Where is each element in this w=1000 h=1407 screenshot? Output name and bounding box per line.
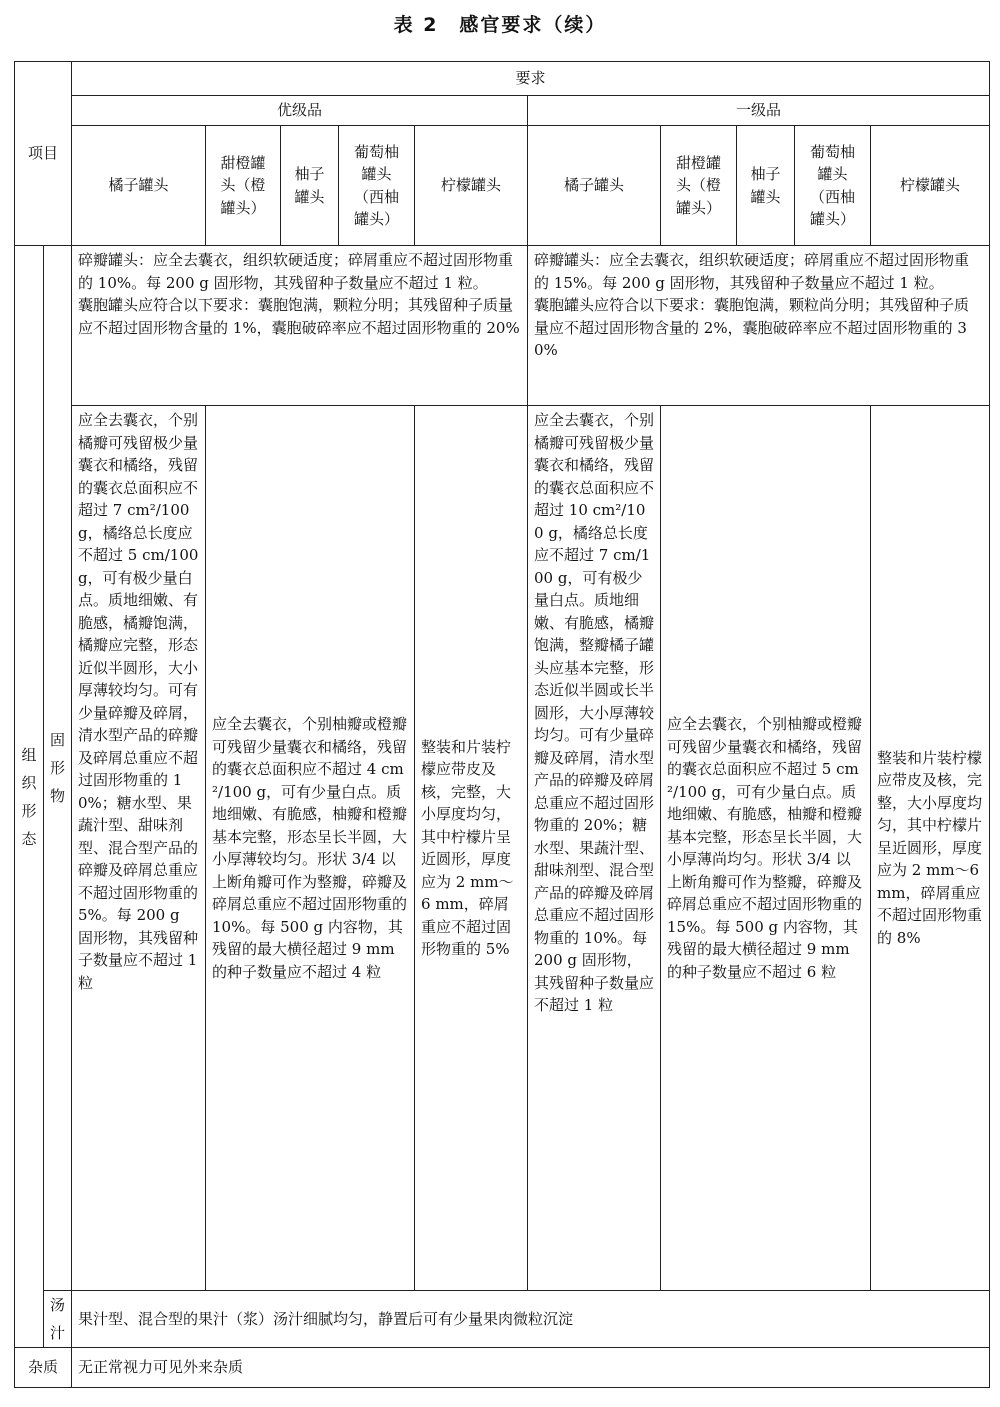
first-citrus-solid: 应全去囊衣，个别柚瓣或橙瓣可残留少量囊衣和橘络，残留的囊衣总面积应不超过 5 cm²/100 g，可有少量白点。质地细嫩、有脆感，柚瓣和橙瓣基本完整，形态呈长半圆，大小厚薄尚均匀。形状 3/4 以上断角瓣可作为整瓣，碎瓣及碎屑总重应不超过固形物重的 15%。每 500 g 内容物，其残留的最大横径超过 9 mm 的种子数量应不超过 6 粒 xyxy=(661,406,871,1291)
row-label-solid: 固 形 物 xyxy=(44,246,72,1291)
row-label-tissue: 组 织 形 态 xyxy=(15,246,44,1348)
excellent-citrus-solid: 应全去囊衣，个别柚瓣或橙瓣可残留少量囊衣和橘络，残留的囊衣总面积应不超过 4 cm²/100 g，可有少量白点。质地细嫩、有脆感，柚瓣和橙瓣基本完整，形态呈长半圆，大小厚薄较均匀。形状 3/4 以上断角瓣可作为整瓣，碎瓣及碎屑总重应不超过固形物重的 10%。每 500 g 内容物，其残留的最大横径超过 9 mm 的种子数量应不超过 4 粒 xyxy=(206,406,415,1291)
header-grade-excellent: 优级品 xyxy=(72,96,528,126)
header-product-lemon: 柠檬罐头 xyxy=(415,126,528,246)
first-orange-solid: 应全去囊衣，个别橘瓣可残留极少量囊衣和橘络，残留的囊衣总面积应不超过 10 cm²/100 g，橘络总长度应不超过 7 cm/100 g，可有极少量白点。质地细嫩、有脆感，橘瓣饱满，整瓣橘子罐头应基本完整，形态近似半圆或长半圆形，大小厚薄较均匀。可有少量碎瓣及碎屑，清水型产品的碎瓣及碎屑总重应不超过固形物重的 20%；糖水型、果蔬汁型、甜味剂型、混合型产品的碎瓣及碎屑总重应不超过固形物重的 10%。每 200 g 固形物，其残留种子数量应不超过 1 粒 xyxy=(528,406,661,1291)
header-product-lemon-first: 柠檬罐头 xyxy=(871,126,990,246)
header-requirement: 要求 xyxy=(72,62,990,96)
excellent-orange-solid: 应全去囊衣，个别橘瓣可残留极少量囊衣和橘络，残留的囊衣总面积应不超过 7 cm²/100 g，橘络总长度应不超过 5 cm/100 g，可有极少量白点。质地细嫩、有脆感，橘瓣饱满，橘瓣应完整，形态近似半圆形，大小厚薄较均匀。可有少量碎瓣及碎屑，清水型产品的碎瓣及碎屑总重应不超过固形物重的 10%；糖水型、果蔬汁型、甜味剂型、混合型产品的碎瓣及碎屑总重应不超过固形物重的 5%。每 200 g 固形物，其残留种子数量应不超过 1 粒 xyxy=(72,406,206,1291)
header-product-orange-first: 橘子罐头 xyxy=(528,126,661,246)
first-lemon-solid: 整装和片装柠檬应带皮及核，完整，大小厚度均匀，其中柠檬片呈近圆形，厚度应为 2 mm～6 mm，碎屑重应不超过固形物重的 8% xyxy=(871,406,990,1291)
header-product-grapefruit-first: 葡萄柚 罐头 （西柚 罐头） xyxy=(795,126,871,246)
header-product-grapefruit: 葡萄柚 罐头 （西柚 罐头） xyxy=(339,126,415,246)
table-title: 表 2 感官要求（续） xyxy=(393,14,607,36)
header-grade-first: 一级品 xyxy=(528,96,990,126)
header-item: 项目 xyxy=(15,62,72,246)
header-product-sweet-orange: 甜橙罐 头（橙 罐头） xyxy=(206,126,281,246)
header-product-sweet-orange-first: 甜橙罐 头（橙 罐头） xyxy=(661,126,737,246)
first-general-requirement: 碎瓣罐头：应全去囊衣，组织软硬适度；碎屑重应不超过固形物重的 15%。每 200 g 固形物，其残留种子数量应不超过 1 粒。 囊胞罐头应符合以下要求：囊胞饱满，颗粒尚分明；其残留种子质量应不超过固形物含量的 2%，囊胞破碎率应不超过固形物重的 30% xyxy=(528,246,990,406)
row-label-juice: 汤 汁 xyxy=(44,1291,72,1348)
header-product-orange: 橘子罐头 xyxy=(72,126,206,246)
row-label-impurity: 杂质 xyxy=(15,1348,72,1388)
excellent-general-requirement: 碎瓣罐头：应全去囊衣，组织软硬适度；碎屑重应不超过固形物重的 10%。每 200 g 固形物，其残留种子数量应不超过 1 粒。 囊胞罐头应符合以下要求：囊胞饱满，颗粒分明；其残留种子质量应不超过固形物含量的 1%，囊胞破碎率应不超过固形物重的 20% xyxy=(72,246,528,406)
excellent-lemon-solid: 整装和片装柠檬应带皮及核，完整，大小厚度均匀，其中柠檬片呈近圆形，厚度应为 2 mm～6 mm，碎屑重应不超过固形物重的 5% xyxy=(415,406,528,1291)
impurity-requirement: 无正常视力可见外来杂质 xyxy=(72,1348,990,1388)
sensory-requirements-table xyxy=(14,61,990,1388)
juice-requirement: 果汁型、混合型的果汁（浆）汤汁细腻均匀，静置后可有少量果肉微粒沉淀 xyxy=(72,1291,990,1348)
header-product-pomelo: 柚子 罐头 xyxy=(281,126,339,246)
header-product-pomelo-first: 柚子 罐头 xyxy=(737,126,795,246)
